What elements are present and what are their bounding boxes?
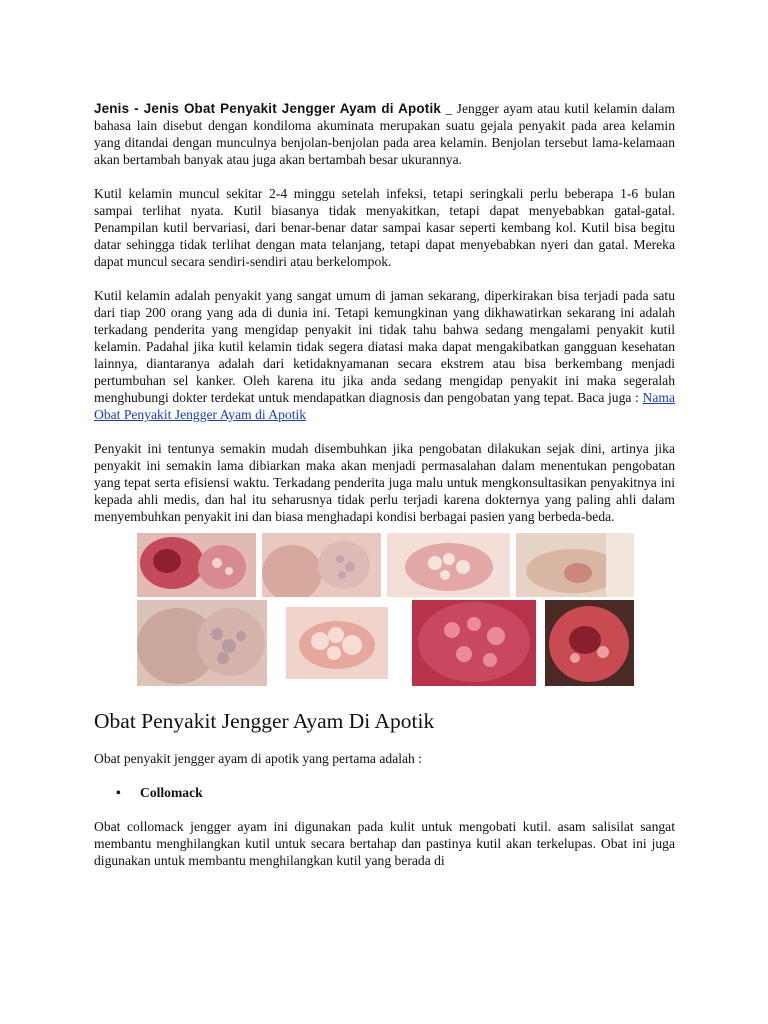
section-heading: Obat Penyakit Jengger Ayam Di Apotik: [94, 709, 435, 733]
related-article-link[interactable]: Nama Obat Penyakit Jengger Ayam di Apotik: [94, 390, 675, 422]
section-body: Obat collomack jengger ayam ini digunakan pada kulit untuk mengobati kutil. asam salisilat sangat membantu menghilangkan kutil untuk secara bertahap dan pastinya kutil akan terkelupas. Obat ini juga digunakan untuk membantu menghilangkan kutil yang berada di: [94, 819, 675, 868]
article-body: [94, 100, 675, 869]
section-intro: Obat penyakit jengger ayam di apotik yang pertama adalah :: [94, 751, 423, 766]
list-item: [94, 784, 675, 801]
paragraph-onset: Kutil kelamin muncul sekitar 2-4 minggu setelah infeksi, tetapi seringkali perlu beberapa 1-6 bulan sampai terlihat nyata. Kutil biasanya tidak menyakitkan, tetapi dapat menyebabkan gatal-gatal. Penampilan kutil bervariasi, dari benar-benar datar sampai kasar seperti kembang kol. Kutil bisa begitu datar sehingga tidak terlihat dengan mata telanjang, tetapi dapat menyebabkan nyeri dan gatal. Mereka dapat muncul secara sendiri-sendiri atau berkelompok.: [94, 186, 675, 269]
paragraph-prevalence: [94, 287, 675, 423]
intro-paragraph: [94, 100, 675, 168]
list-item-label: Collomack: [140, 785, 203, 800]
photo-5: [137, 600, 267, 686]
photo-4: [516, 533, 634, 597]
intro-separator: _: [441, 101, 457, 116]
photo-8: [545, 600, 634, 686]
photo-6: [286, 607, 388, 679]
medicine-list: [94, 784, 675, 801]
photo-collage: [94, 533, 675, 690]
bullet-icon: •: [116, 785, 121, 800]
intro-text: Jengger ayam atau kutil kelamin dalam bahasa lain disebut dengan kondiloma akuminata merupakan suatu gejala penyakit pada area kelamin yang ditandai dengan munculnya benjolan-benjolan pada area kelamin. Benjolan tersebut lama-kelamaan akan bertambah banyak atau juga akan bertambah besar ukurannya.: [94, 101, 675, 167]
intro-title: Jenis - Jenis Obat Penyakit Jengger Ayam di Apotik: [94, 101, 442, 116]
photo-1: [137, 533, 256, 597]
photo-7: [412, 600, 536, 686]
paragraph-treatment: Penyakit ini tentunya semakin mudah disembuhkan jika pengobatan dilakukan sejak dini, artinya jika penyakit ini semakin lama dibiarkan maka akan menjadi permasalahan dalam menentukan pengobatan yang tepat serta efisiensi waktu. Terkadang penderita juga malu untuk mengkonsultasikan penyakitnya ini kepada ahli medis, dan hal itu seharusnya tidak perlu terjadi karena dokternya yang paling ahli dalam menyembuhkan penyakit ini dan biasa menghadapi kondisi berbagai pasien yang berbeda-beda.: [94, 441, 675, 524]
photo-2: [262, 533, 381, 597]
photo-3: [387, 533, 510, 597]
paragraph-prevalence-text: Kutil kelamin adalah penyakit yang sangat umum di jaman sekarang, diperkirakan bisa terjadi pada satu dari tiap 200 orang yang ada di dunia ini. Tetapi kemungkinan yang dikhawatirkan sekarang ini adalah terkadang penderita yang mengidap penyakit ini tidak tahu bahwa sedang mengalami penyakit kutil kelamin. Padahal jika kutil kelamin tidak segera diatasi maka dapat mengakibatkan gangguan kesehatan lainnya, diantaranya adalah dari ketidaknyamanan secara ekstrem atau bisa berkembang menjadi pertumbuhan sel kanker. Oleh karena itu jika anda sedang mengidap penyakit ini maka segeralah menghubungi dokter terdekat untuk mendapatkan diagnosis dan pengobatan yang tepat. Baca juga :: [94, 288, 675, 405]
